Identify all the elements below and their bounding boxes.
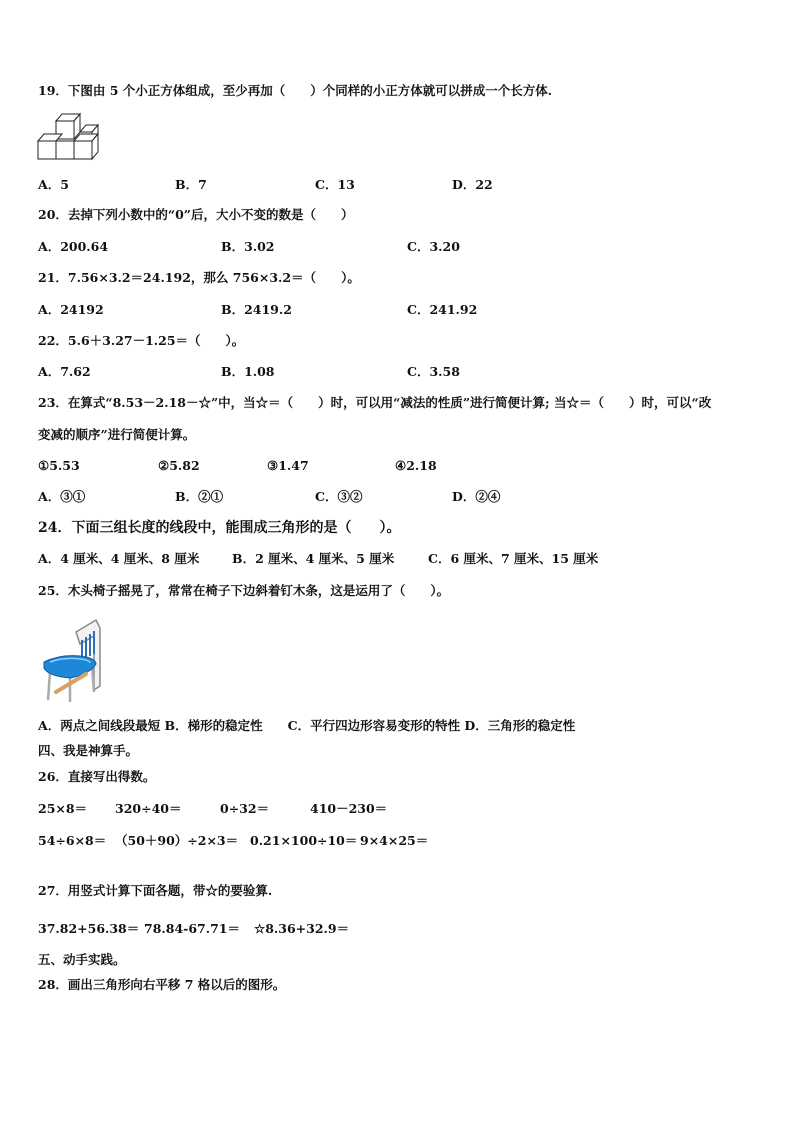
q21-stem: 21．7.56×3.2＝24.192，那么 756×3.2＝（ ）。	[38, 270, 360, 285]
q26-item: 410－230＝	[310, 801, 388, 816]
q23-option-a[interactable]: A．③①	[38, 489, 86, 504]
q20-stem: 20．去掉下列小数中的“0”后，大小不变的数是（ ）	[38, 207, 354, 222]
q26-item: 320÷40＝	[115, 801, 182, 816]
q25-options[interactable]: A．两点之间线段最短 B．梯形的稳定性 C．平行四边形容易变形的特性 D．三角形的稳定性	[38, 718, 576, 733]
q23-choices	[38, 458, 758, 474]
section-4-title: 四、我是神算手。	[38, 743, 139, 758]
q23-choice-4: ④2.18	[395, 458, 437, 473]
q27-item: ☆8.36+32.9＝	[254, 921, 350, 936]
q19-option-b[interactable]: B．7	[175, 177, 207, 192]
q23-option-b[interactable]: B．②①	[175, 489, 224, 504]
q23-stem-line1: 23．在算式“8.53－2.18－☆”中，当☆＝（ ）时，可以用“减法的性质”进行简便计算; 当☆＝（ ）时，可以“改	[38, 395, 712, 410]
q21-option-a[interactable]: A．24192	[38, 302, 104, 317]
chair-figure	[40, 616, 104, 704]
q19-option-a[interactable]: A．5	[38, 177, 69, 192]
q23-option-d[interactable]: D．②④	[452, 489, 501, 504]
q23-stem-line2: 变减的顺序”进行简便计算。	[38, 427, 196, 442]
q26-item: 0÷32＝	[220, 801, 270, 816]
q21-option-c[interactable]: C．241.92	[407, 302, 478, 317]
q26-row-1	[38, 801, 758, 817]
q24-options	[38, 551, 758, 567]
q23-choice-3: ③1.47	[267, 458, 309, 473]
q22-stem: 22．5.6＋3.27－1.25＝（ ）。	[38, 333, 245, 348]
q22-option-b[interactable]: B．1.08	[221, 364, 275, 379]
q27-item: 78.84-67.71＝	[144, 921, 240, 936]
q20-option-b[interactable]: B．3.02	[221, 239, 275, 254]
q28-stem: 28．画出三角形向右平移 7 格以后的图形。	[38, 977, 286, 992]
q20-options	[38, 239, 758, 255]
q26-item: 54÷6×8＝	[38, 833, 107, 848]
q26-item: 0.21×100÷10＝	[250, 833, 358, 848]
q22-option-a[interactable]: A．7.62	[38, 364, 91, 379]
cube-stack-figure	[36, 112, 100, 162]
q19-options	[38, 177, 758, 193]
q24-option-a[interactable]: A．4 厘米、4 厘米、8 厘米	[38, 551, 200, 566]
q26-row-2	[38, 833, 758, 849]
q25-stem: 25．木头椅子摇晃了，常常在椅子下边斜着钉木条，这是运用了（ ）。	[38, 583, 450, 598]
q23-choice-1: ①5.53	[38, 458, 80, 473]
q23-choice-2: ②5.82	[158, 458, 200, 473]
q21-options	[38, 302, 758, 318]
q23-option-c[interactable]: C．③②	[315, 489, 363, 504]
section-5-title: 五、动手实践。	[38, 952, 126, 967]
q24-option-b[interactable]: B．2 厘米、4 厘米、5 厘米	[232, 551, 395, 566]
q19-option-c[interactable]: C．13	[315, 177, 355, 192]
q22-options	[38, 364, 758, 380]
q24-stem: 24．下面三组长度的线段中，能围成三角形的是（ ）。	[38, 520, 401, 536]
q23-options	[38, 489, 758, 505]
q26-item: 25×8＝	[38, 801, 88, 816]
q26-item: 9×4×25＝	[360, 833, 429, 848]
q27-item: 37.82+56.38＝	[38, 921, 140, 936]
q19-option-d[interactable]: D．22	[452, 177, 493, 192]
q26-stem: 26．直接写出得数。	[38, 769, 156, 784]
q21-option-b[interactable]: B．2419.2	[221, 302, 292, 317]
q24-option-c[interactable]: C．6 厘米、7 厘米、15 厘米	[428, 551, 599, 566]
q26-item: （50＋90）÷2×3＝	[115, 833, 239, 848]
q20-option-c[interactable]: C．3.20	[407, 239, 460, 254]
q27-items	[38, 921, 758, 937]
q20-option-a[interactable]: A．200.64	[38, 239, 109, 254]
q22-option-c[interactable]: C．3.58	[407, 364, 460, 379]
q27-stem: 27．用竖式计算下面各题，带☆的要验算.	[38, 883, 273, 898]
q19-stem: 19．下图由 5 个小正方体组成，至少再加（ ）个同样的小正方体就可以拼成一个长方体.	[38, 83, 553, 98]
